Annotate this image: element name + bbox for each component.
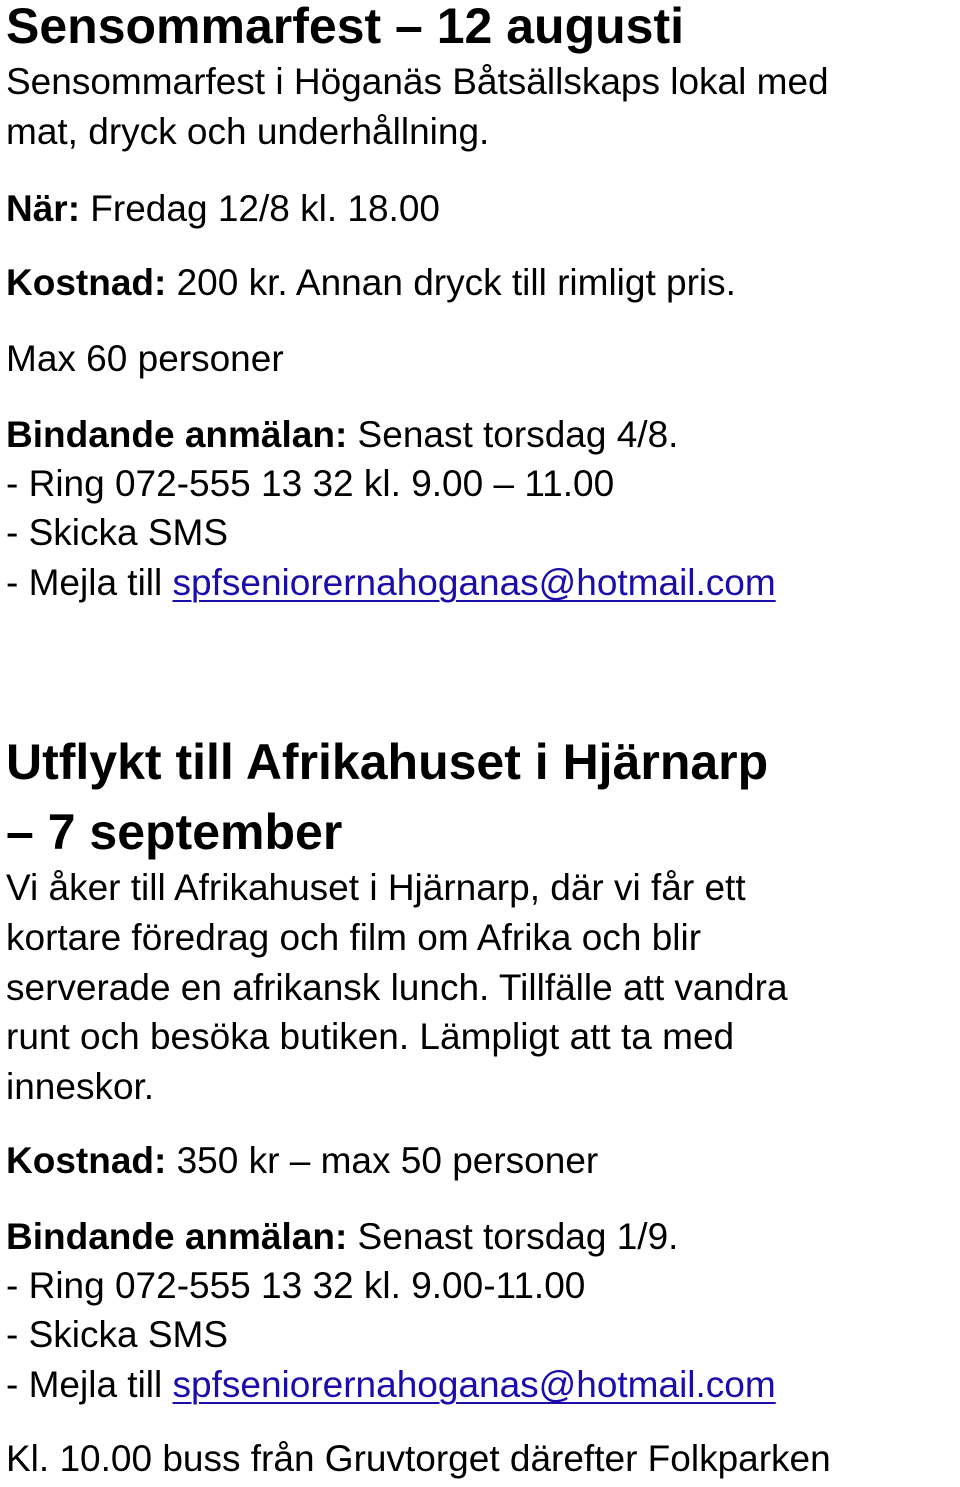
email-link[interactable]: spfseniorernahoganas@hotmail.com (172, 562, 776, 603)
event1-mail (6, 562, 776, 604)
event1-description-line: Sensommarfest i Höganäs Båtsällskaps lokal med (6, 61, 829, 102)
registration-value: Senast torsdag 1/9. (347, 1216, 679, 1257)
registration-value: Senast torsdag 4/8. (347, 414, 679, 455)
event2-description-line: runt och besöka butiken. Lämpligt att ta med (6, 1016, 735, 1057)
cost-value: 200 kr. Annan dryck till rimligt pris. (166, 262, 736, 303)
event2-description-line: Vi åker till Afrikahuset i Hjärnarp, där vi får ett (6, 867, 746, 908)
event2-ring: - Ring 072-555 13 32 kl. 9.00-11.00 (6, 1265, 586, 1306)
event2-description-line: serverade en afrikansk lunch. Tillfälle att vandra (6, 967, 788, 1008)
mail-prefix: - Mejla till (6, 562, 173, 603)
email-link[interactable]: spfseniorernahoganas@hotmail.com (172, 1364, 776, 1405)
event1-ring: - Ring 072-555 13 32 kl. 9.00 – 11.00 (6, 463, 615, 504)
event1-cost (6, 262, 736, 304)
event1-sms: - Skicka SMS (6, 512, 229, 553)
event2-mail (6, 1364, 776, 1406)
cost-label: Kostnad: (6, 262, 167, 303)
registration-label: Bindande anmälan: (6, 1216, 348, 1257)
event2-description-line: kortare föredrag och film om Afrika och blir (6, 917, 702, 958)
event1-description-line: mat, dryck och underhållning. (6, 111, 490, 152)
event2-sms: - Skicka SMS (6, 1314, 229, 1355)
registration-label: Bindande anmälan: (6, 414, 348, 455)
event1-registration (6, 414, 678, 456)
cost-value: 350 kr – max 50 personer (166, 1140, 599, 1181)
when-label: När: (6, 188, 81, 229)
event1-title: Sensommarfest – 12 augusti (6, 0, 685, 54)
event2-bus-info: Kl. 10.00 buss från Gruvtorget därefter Folkparken (6, 1438, 831, 1479)
event2-title-line: – 7 september (6, 804, 343, 860)
cost-label: Kostnad: (6, 1140, 167, 1181)
event2-cost (6, 1140, 598, 1182)
event1-when (6, 188, 440, 230)
event2-title-line: Utflykt till Afrikahuset i Hjärnarp (6, 734, 769, 790)
event1-max-persons: Max 60 personer (6, 338, 284, 379)
when-value: Fredag 12/8 kl. 18.00 (80, 188, 440, 229)
mail-prefix: - Mejla till (6, 1364, 173, 1405)
event2-description-line: inneskor. (6, 1066, 155, 1107)
event2-registration (6, 1216, 678, 1258)
